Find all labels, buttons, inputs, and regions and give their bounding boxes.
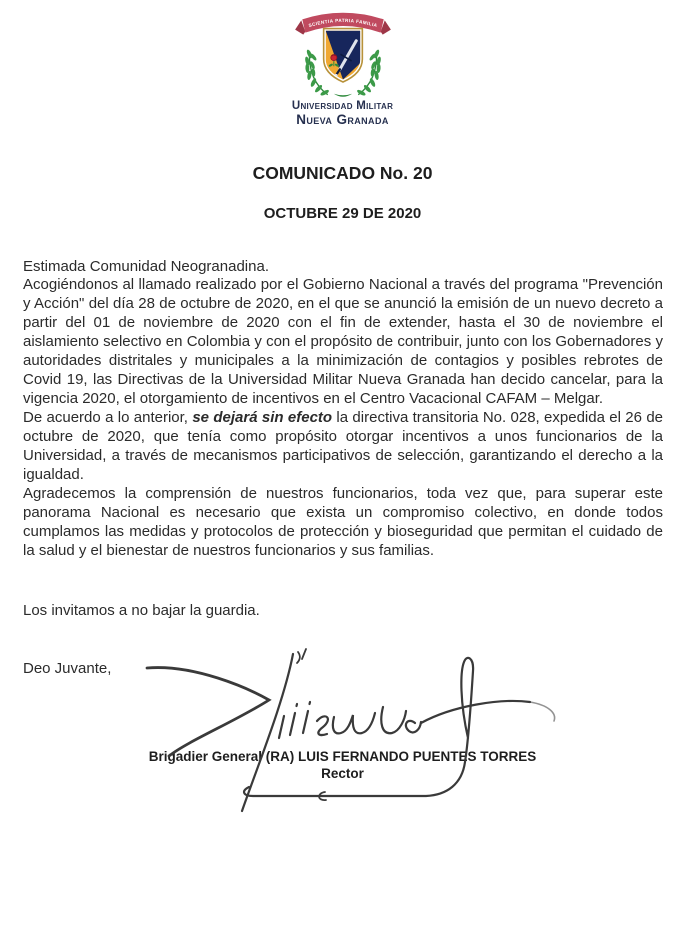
closing-line: Deo Juvante, <box>23 659 112 677</box>
signature-block <box>0 749 685 781</box>
document-date: OCTUBRE 29 DE 2020 <box>263 204 422 222</box>
motto-text: SCIENTIA PATRIA FAMILIA <box>307 17 378 29</box>
paragraph-2-suffix: la directiva transitoria No. 028, expedida el 26 de octubre de 2020, que tenía como propósito otorgar incentivos a unos funcionarios de la Universidad, a través de mecanismos participativos de selección, garantizando el derecho a la igualdad. <box>23 408 664 483</box>
invitation-line: Los invitamos a no bajar la guardia. <box>23 601 260 619</box>
university-crest-logo <box>287 6 399 100</box>
paragraph-3: Agradecemos la comprensión de nuestros funcionarios, toda vez que, para superar este panorama Nacional es necesario que exista un compromiso colectivo, en donde todos cumplamos las medidas y protocolos de protección y bioseguridad que permitan el cuidado de la salud y el bienestar de nuestros funcionarios y sus familias. <box>23 484 663 559</box>
signatory-rank: Brigadier General (RA) <box>148 748 298 764</box>
document-title: COMUNICADO No. 20 <box>252 162 433 183</box>
paragraph-2 <box>23 408 663 484</box>
signatory-name-line <box>0 749 685 764</box>
salutation: Estimada Comunidad Neogranadina. <box>23 257 269 275</box>
letter-body <box>23 258 663 677</box>
signatory-title: Rector <box>321 765 364 781</box>
paragraph-2-prefix: De acuerdo a lo anterior, <box>23 408 193 426</box>
university-name-line1: Universidad Militar <box>291 100 394 112</box>
paragraph-2-emphasis: se dejará sin efecto <box>192 408 333 426</box>
shield <box>323 29 364 84</box>
university-name <box>0 101 685 127</box>
paragraph-1: Acogiéndonos al llamado realizado por el Gobierno Nacional a través del programa "Prevención y Acción" del día 28 de octubre de 2020, en el que se anunció la emisión de un nuevo decreto a partir del 01 de noviembre de 2020 con el fin de extender, hasta el 30 de noviembre el aislamiento selectivo en Colombia y con el propósito de contribuir, junto con los Gobernadores y autoridades distritales y municipales a la minimización de contagios y posibles rebrotes de Covid 19, las Directivas de la Universidad Militar Nueva Granada han decido cancelar, para la vigencia 2020, el otorgamiento de incentivos en el Centro Vacacional CAFAM – Melgar. <box>23 275 663 407</box>
letterhead <box>0 0 685 127</box>
signatory-name: LUIS FERNANDO PUENTES TORRES <box>298 748 537 764</box>
university-name-line2: Nueva Granada <box>296 111 389 127</box>
